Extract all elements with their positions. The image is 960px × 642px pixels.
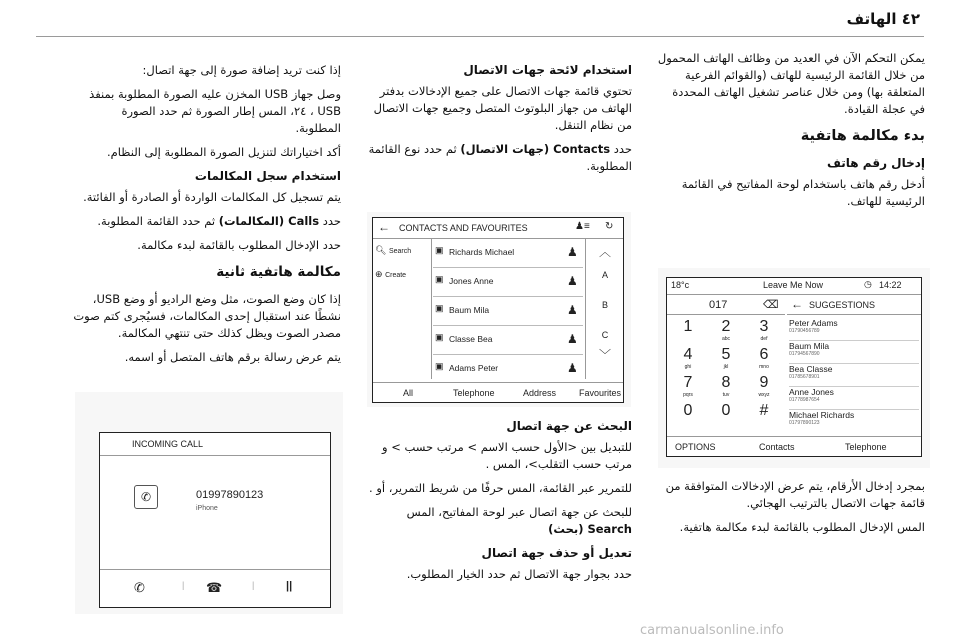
heading-call-history: استخدام سجل المكالمات xyxy=(194,169,341,183)
list-item[interactable]: Baum Mila 01794567890 xyxy=(789,341,919,364)
suggestions-title: SUGGESTIONS xyxy=(809,300,876,310)
select-calls-text: حدد Calls (المكالمات) ثم حدد القائمة المطلوبة. xyxy=(97,214,341,228)
contact-icon: ▣ xyxy=(435,274,444,284)
telephone-tab[interactable]: Telephone xyxy=(845,442,887,452)
enter-number-text: أدخل رقم هاتف باستخدام لوحة المفاتيح في القائمة الرئيسية للهاتف. xyxy=(681,177,925,208)
tab-address[interactable]: Address xyxy=(523,388,557,398)
keypad-screenshot-frame xyxy=(658,268,930,468)
divider: | xyxy=(182,580,185,590)
key-0b[interactable]: 0 xyxy=(721,402,731,419)
contact-icon: ▣ xyxy=(435,361,444,371)
leave-me-label: Leave Me Now xyxy=(763,280,824,290)
letter-a[interactable]: A xyxy=(601,270,608,280)
table-row[interactable]: ▣ Baum Mila ♟ xyxy=(433,297,583,326)
key-hash[interactable]: # xyxy=(759,402,769,419)
heading-enter-number: إدخال رقم هاتف xyxy=(827,156,925,170)
keypad xyxy=(671,318,783,430)
letter-b[interactable]: B xyxy=(601,300,608,310)
after-enter-text-2: المس الإدخال المطلوب بالقائمة لبدء مكالمة هاتفية. xyxy=(679,520,925,534)
person-icon[interactable]: ♟ xyxy=(567,303,578,317)
select-entry-text: حدد الإدخال المطلوب بالقائمة لبدء مكالمة. xyxy=(137,238,341,252)
key-1[interactable]: 1 xyxy=(683,318,693,335)
person-icon[interactable]: ♟ xyxy=(567,245,578,259)
incoming-call-screen xyxy=(99,432,331,608)
select-contacts-text: حدد Contacts (جهات الاتصال) ثم حدد نوع القائمة المطلوبة. xyxy=(368,142,632,173)
call-history-text: يتم تسجيل كل المكالمات الواردة أو الصادرة أو الفائتة. xyxy=(83,190,341,204)
divider: | xyxy=(252,580,255,590)
refresh-icon[interactable]: ↻ xyxy=(605,221,614,232)
tab-telephone[interactable]: Telephone xyxy=(453,388,495,398)
options-tab[interactable]: OPTIONS xyxy=(675,442,716,452)
caller-number: 01997890123 xyxy=(196,489,264,501)
heading-search-contact: البحث عن جهة اتصال xyxy=(506,419,632,433)
column-right-after xyxy=(655,478,925,543)
watermark: carmanualsonline.info xyxy=(640,623,784,638)
time-label: 14:22 xyxy=(879,280,902,290)
header-rule xyxy=(36,36,924,37)
after-enter-text-1: بمجرد إدخال الأرقام، يتم عرض الإدخالات المتوافقة من قائمة جهات الاتصال بالترتيب الهجائي. xyxy=(665,479,925,510)
back-arrow-icon[interactable]: ← xyxy=(378,220,390,234)
create-button[interactable]: ⊕ Create xyxy=(375,269,407,279)
table-row[interactable]: ▣ Adams Peter ♟ xyxy=(435,361,578,375)
usb-photo-text: وصل جهاز USB المخزن عليه الصورة المطلوبة بمنفذ USB ، ٢٤، المس إطار الصورة ثم حدد الصورة المطلوبة. xyxy=(89,87,341,135)
search-icon: 🔍︎ xyxy=(375,245,387,255)
heading-start-call: بدء مكالمة هاتفية xyxy=(800,128,925,144)
tab-all[interactable]: All xyxy=(403,388,414,398)
table-row[interactable]: ▣ Classe Bea ♟ xyxy=(433,326,583,355)
search-button[interactable]: 🔍︎ Search xyxy=(375,245,412,255)
edit-contact-text: حدد بجوار جهة الاتصال ثم حدد الخيار المطلوب. xyxy=(406,567,632,581)
heading-edit-contact: تعديل أو حذف جهة اتصال xyxy=(481,546,632,560)
key-2[interactable]: 2 abc xyxy=(721,318,731,342)
key-4[interactable]: 4 ghi xyxy=(683,346,693,370)
contacts-title: CONTACTS AND FAVOURITES xyxy=(399,223,528,233)
tab-favourites[interactable]: Favourites xyxy=(579,388,622,398)
contact-icon: ▣ xyxy=(435,303,444,313)
suggestion-list xyxy=(789,318,919,432)
back-arrow-icon[interactable]: ← xyxy=(791,297,803,311)
entered-digits: 017 xyxy=(709,299,728,311)
scroll-text: للتمرير عبر القائمة، المس حرفًا من شريط التمرير، أو . xyxy=(369,481,632,495)
heading-use-contacts: استخدام لائحة جهات الاتصال xyxy=(463,63,632,77)
confirm-photo-text: أكد اختياراتك لتنزيل الصورة المطلوبة إلى النظام. xyxy=(107,145,341,159)
add-photo-text: إذا كنت تريد إضافة صورة إلى جهة اتصال: xyxy=(142,63,341,77)
table-row[interactable]: ▣ Jones Anne ♟ xyxy=(433,268,583,297)
intro-text: يمكن التحكم الآن في العديد من وظائف الهاتف المحمول من خلال القائمة الرئيسية للهاتف (والقوائم الفرعية المتعلقة بها) ومن خلال عناصر تشغيل الهاتف المحددة في عجلة القيادة. xyxy=(657,51,925,116)
contacts-screenshot-frame xyxy=(367,212,631,407)
page-header: ٤٢ الهاتف xyxy=(846,10,920,28)
contact-list xyxy=(433,239,583,381)
keyboard-search-text: للبحث عن جهة اتصال عبر لوحة المفاتيح، المس Search (بحث) xyxy=(406,505,632,536)
letter-c[interactable]: C xyxy=(601,330,609,340)
table-row[interactable]: ▣ Richards Michael ♟ xyxy=(433,239,583,268)
accept-call-icon[interactable]: ✆ xyxy=(134,580,145,595)
list-item[interactable]: Peter Adams 01790456789 xyxy=(789,318,919,341)
toggle-sort-text: للتبديل بين <الأول حسب الاسم > مرتب حسب > و مرتب حسب التقلب>، المس . xyxy=(381,440,632,471)
incoming-call-screenshot-frame xyxy=(75,392,343,614)
caller-device: iPhone xyxy=(196,505,218,512)
column-middle-after xyxy=(368,412,632,590)
contact-icon: ▣ xyxy=(435,332,444,342)
reject-call-icon[interactable]: ☎ xyxy=(206,580,223,595)
column-left xyxy=(73,50,341,373)
keypad-screen xyxy=(666,277,922,457)
contact-icon: ▣ xyxy=(435,245,444,255)
list-item[interactable]: Michael Richards 01797890123 xyxy=(789,410,855,426)
person-icon[interactable]: ♟ xyxy=(567,361,578,375)
key-6[interactable]: 6 mno xyxy=(759,346,769,370)
key-7[interactable]: 7 pqrs xyxy=(683,374,693,398)
use-contacts-text: تحتوي قائمة جهات الاتصال على جميع الإدخالات بدفتر الهاتف من جهاز البلوتوث المتصل وجميع جهات الاتصال من نظام التنقل. xyxy=(373,84,632,132)
contacts-tab[interactable]: Contacts xyxy=(759,442,795,452)
heading-second-call: مكالمة هاتفية ثانية xyxy=(216,264,341,280)
contacts-screen xyxy=(372,217,624,403)
key-5[interactable]: 5 jkl xyxy=(721,346,731,370)
list-item[interactable]: Bea Classe 01785678901 xyxy=(789,364,919,387)
caller-message-text: يتم عرض رسالة برقم هاتف المتصل أو اسمه. xyxy=(124,350,341,364)
list-item[interactable]: Anne Jones 01778987654 xyxy=(789,387,919,410)
phone-icon: ✆ xyxy=(134,485,158,509)
key-8[interactable]: 8 tuv xyxy=(721,374,731,398)
sort-icon[interactable]: ♟≡ xyxy=(575,221,590,232)
key-9[interactable]: 9 wxyz xyxy=(758,374,770,398)
pause-icon[interactable]: || xyxy=(286,580,293,592)
second-call-text: إذا كان وضع الصوت، مثل وضع الراديو أو وضع USB، نشطًا عند استقبال إحدى المكالمات، فسيُجرى كتم صوت مصدر الصوت ويظل كذلك حتى تنتهي المكالمة. xyxy=(73,292,341,340)
chevron-down-icon[interactable]: ﹀ xyxy=(598,348,611,362)
temperature: 18°c xyxy=(671,280,690,290)
chevron-up-icon[interactable]: ︿ xyxy=(598,245,611,259)
backspace-icon[interactable]: ⌫ xyxy=(763,299,779,311)
column-middle xyxy=(368,50,632,182)
key-0a[interactable]: 0 xyxy=(683,402,693,419)
alphabet-scrollbar[interactable] xyxy=(585,239,624,379)
incoming-call-title: INCOMING CALL xyxy=(132,439,204,449)
add-icon: ⊕ xyxy=(375,269,383,279)
person-icon[interactable]: ♟ xyxy=(567,274,578,288)
clock-icon: ◷ xyxy=(864,279,872,289)
column-right xyxy=(655,50,925,217)
key-3[interactable]: 3 def xyxy=(759,318,769,342)
person-icon[interactable]: ♟ xyxy=(567,332,578,346)
